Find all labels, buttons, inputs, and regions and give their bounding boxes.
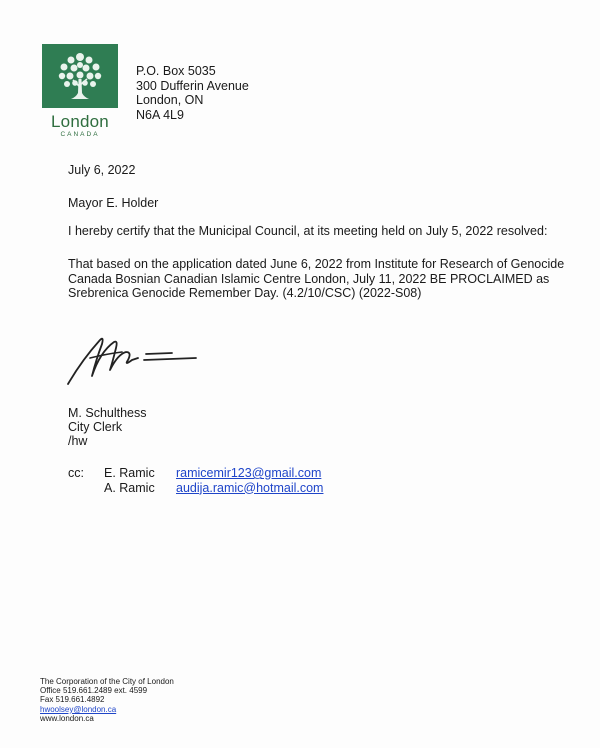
- footer-email-link[interactable]: hwoolsey@london.ca: [40, 704, 117, 714]
- footer-contact: [40, 677, 174, 723]
- signer-name: M. Schulthess: [68, 406, 147, 420]
- signer-title: City Clerk: [68, 420, 123, 434]
- cc-label: cc:: [68, 466, 84, 480]
- footer-office: Office 519.661.2489 ext. 4599: [40, 686, 148, 696]
- resolution-paragraph: That based on the application dated June 6, 2022 from Institute for Research of Genocide Canada Bosnian Canadian Islamic Centre London, July 11, 2022 BE PROCLAIMED as Srebrenica Genocide Remember Day. (4.2/10/CSC) (2022-S08): [68, 257, 565, 300]
- recipient: Mayor E. Holder: [68, 196, 159, 210]
- letter-date: July 6, 2022: [68, 163, 136, 177]
- footer-org: The Corporation of the City of London: [40, 677, 174, 686]
- address-line: P.O. Box 5035: [136, 64, 216, 78]
- address-line: 300 Dufferin Avenue: [136, 78, 249, 93]
- signer-block: [68, 406, 147, 448]
- footer-fax: Fax 519.661.4892: [40, 695, 105, 705]
- logo-wordmark: London: [51, 112, 109, 131]
- cc-name: E. Ramic: [104, 466, 155, 480]
- cc-row: [68, 466, 323, 481]
- footer-website: www.london.ca: [40, 713, 94, 723]
- cc-row: [68, 481, 323, 496]
- signer-initials: /hw: [68, 434, 88, 448]
- certification-statement: I hereby certify that the Municipal Council, at its meeting held on July 5, 2022 resolved:: [68, 224, 548, 238]
- city-logo: [42, 44, 118, 138]
- address-line: London, ON: [136, 93, 204, 107]
- cc-name: A. Ramic: [104, 480, 155, 495]
- cc-email-link[interactable]: ramicemir123@gmail.com: [176, 466, 322, 480]
- logo-subtitle: CANADA: [60, 131, 100, 138]
- cc-block: [68, 466, 323, 495]
- cc-email-link[interactable]: audija.ramic@hotmail.com: [176, 480, 324, 495]
- address-line: N6A 4L9: [136, 107, 184, 122]
- signature-image: [62, 330, 202, 390]
- tree-logo-icon: [42, 44, 118, 108]
- address-block: [136, 64, 249, 122]
